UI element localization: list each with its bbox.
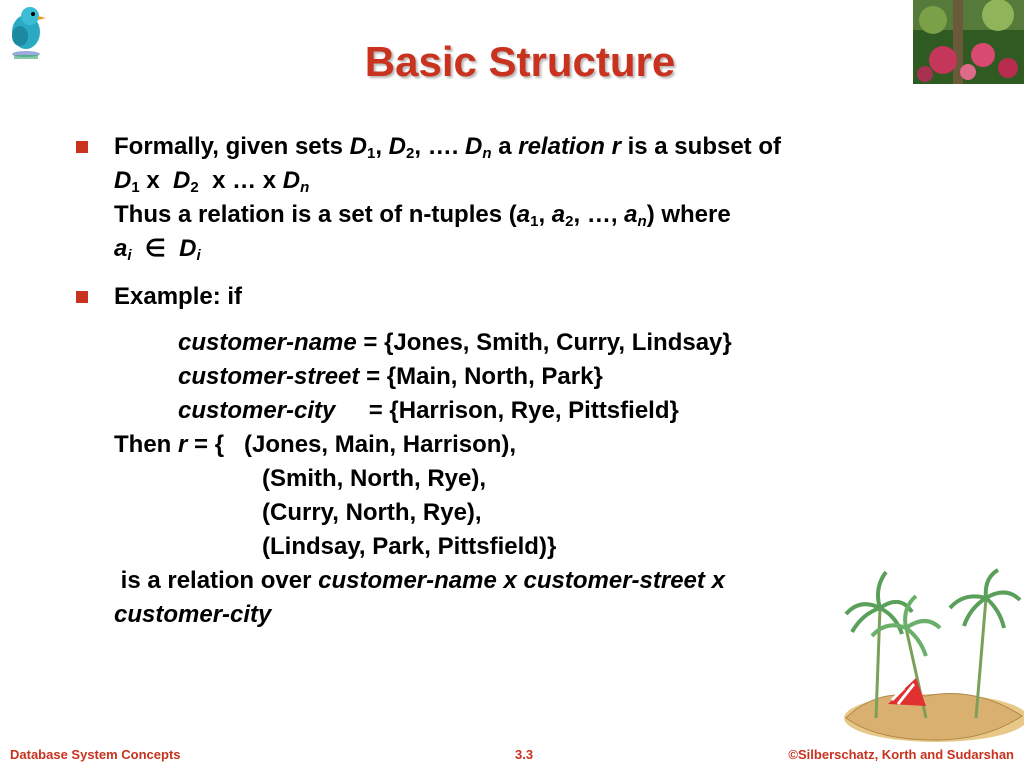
palm-island-icon <box>836 568 1024 746</box>
relation-then: Then r = { (Jones, Main, Harrison), <box>114 431 517 458</box>
example-label: Example: if <box>114 283 243 310</box>
footer-page-number: 3.3 <box>515 747 534 762</box>
page-title: Basic Structure <box>364 38 676 85</box>
slide-content <box>114 130 934 632</box>
tuple-curry: (Curry, North, Rye), <box>262 499 482 526</box>
line-ntuples: Thus a relation is a set of n-tuples ($a_1$, $a_2$, …, $a_n$) where <box>114 201 731 230</box>
relation-over-last: customer-city <box>114 601 272 628</box>
def-customer-city: customer-city = {Harrison, Rye, Pittsfield} <box>178 397 679 424</box>
bullet-square-icon <box>76 141 88 153</box>
bullet-item-example <box>114 280 934 632</box>
relation-over: is a relation over customer-name x customer-street x <box>114 567 725 594</box>
line-cartesian: $D_1$ x $D_2$ x … x $D_n$ <box>114 167 310 196</box>
line-formally: Formally, given sets $D_1$, $D_2$, …. $D_n$ a relation r is a subset of <box>114 133 781 162</box>
tuple-lindsay: (Lindsay, Park, Pittsfield)} <box>262 533 557 560</box>
footer-copyright: ©Silberschatz, Korth and Sudarshan <box>788 747 1014 762</box>
tuple-smith: (Smith, North, Rye), <box>262 465 487 492</box>
footer-book-title: Database System Concepts <box>10 747 181 762</box>
bullet-square-icon <box>76 291 88 303</box>
bullet-item-formally <box>114 130 934 266</box>
def-customer-street: customer-street = {Main, North, Park} <box>178 363 603 390</box>
def-customer-name: customer-name = {Jones, Smith, Curry, Lindsay} <box>178 329 732 356</box>
line-membership: $a_i$ ∈ $D_i$ <box>114 235 201 264</box>
